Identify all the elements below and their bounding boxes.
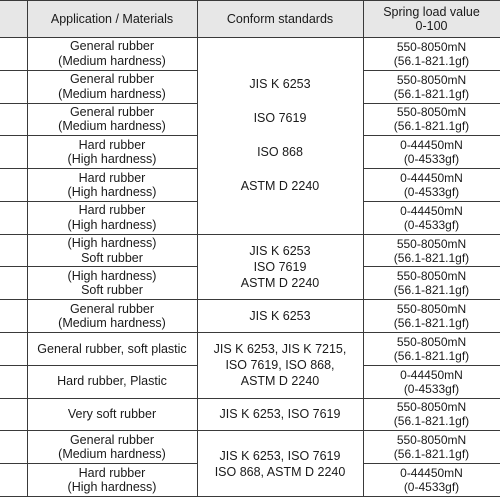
header-application: Application / Materials bbox=[27, 1, 197, 38]
spring-load-cell: 550-8050mN (56.1-821.1gf) bbox=[363, 38, 500, 71]
spring-load-cell: 550-8050mN (56.1-821.1gf) bbox=[363, 333, 500, 366]
lead-cell bbox=[0, 136, 27, 169]
header-standards: Conform standards bbox=[197, 1, 363, 38]
application-cell: Very soft rubber bbox=[27, 398, 197, 431]
standards-cell: JIS K 6253 bbox=[197, 300, 363, 333]
application-cell: Hard rubber (High hardness) bbox=[27, 201, 197, 234]
spring-load-cell: 550-8050mN (56.1-821.1gf) bbox=[363, 70, 500, 103]
application-cell: General rubber (Medium hardness) bbox=[27, 431, 197, 464]
lead-cell bbox=[0, 201, 27, 234]
application-cell: Hard rubber, Plastic bbox=[27, 365, 197, 398]
spring-load-cell: 0-44450mN (0-4533gf) bbox=[363, 201, 500, 234]
lead-cell bbox=[0, 365, 27, 398]
header-lead-cell bbox=[0, 1, 27, 38]
lead-cell bbox=[0, 464, 27, 497]
spring-load-cell: 0-44450mN (0-4533gf) bbox=[363, 136, 500, 169]
table-row bbox=[0, 333, 500, 366]
standards-cell: JIS K 6253, ISO 7619 ISO 868, ASTM D 2240 bbox=[197, 431, 363, 497]
table-row bbox=[0, 431, 500, 464]
application-cell: Hard rubber (High hardness) bbox=[27, 169, 197, 202]
standards-cell: JIS K 6253, JIS K 7215, ISO 7619, ISO 868, ASTM D 2240 bbox=[197, 333, 363, 399]
spring-load-cell: 550-8050mN (56.1-821.1gf) bbox=[363, 103, 500, 136]
application-cell: General rubber (Medium hardness) bbox=[27, 300, 197, 333]
header-row bbox=[0, 1, 500, 38]
table-row bbox=[0, 300, 500, 333]
lead-cell bbox=[0, 234, 27, 267]
spring-load-cell: 550-8050mN (56.1-821.1gf) bbox=[363, 267, 500, 300]
application-cell: General rubber, soft plastic bbox=[27, 333, 197, 366]
table-row bbox=[0, 234, 500, 267]
spring-load-cell: 550-8050mN (56.1-821.1gf) bbox=[363, 398, 500, 431]
lead-cell bbox=[0, 267, 27, 300]
lead-cell bbox=[0, 169, 27, 202]
lead-cell bbox=[0, 103, 27, 136]
lead-cell bbox=[0, 70, 27, 103]
application-cell: (High hardness) Soft rubber bbox=[27, 267, 197, 300]
lead-cell bbox=[0, 431, 27, 464]
table-row bbox=[0, 38, 500, 71]
lead-cell bbox=[0, 398, 27, 431]
application-cell: (High hardness) Soft rubber bbox=[27, 234, 197, 267]
spring-load-cell: 550-8050mN (56.1-821.1gf) bbox=[363, 300, 500, 333]
spring-load-cell: 0-44450mN (0-4533gf) bbox=[363, 464, 500, 497]
lead-cell bbox=[0, 300, 27, 333]
spring-load-cell: 550-8050mN (56.1-821.1gf) bbox=[363, 431, 500, 464]
application-cell: General rubber (Medium hardness) bbox=[27, 103, 197, 136]
application-cell: Hard rubber (High hardness) bbox=[27, 136, 197, 169]
standards-cell: JIS K 6253 ISO 7619 ASTM D 2240 bbox=[197, 234, 363, 300]
header-spring-load: Spring load value 0-100 bbox=[363, 1, 500, 38]
spring-load-cell: 0-44450mN (0-4533gf) bbox=[363, 365, 500, 398]
application-cell: General rubber (Medium hardness) bbox=[27, 38, 197, 71]
application-cell: General rubber (Medium hardness) bbox=[27, 70, 197, 103]
spring-load-cell: 0-44450mN (0-4533gf) bbox=[363, 169, 500, 202]
standards-cell: JIS K 6253, ISO 7619 bbox=[197, 398, 363, 431]
application-cell: Hard rubber (High hardness) bbox=[27, 464, 197, 497]
table-row bbox=[0, 398, 500, 431]
spring-load-cell: 550-8050mN (56.1-821.1gf) bbox=[363, 234, 500, 267]
lead-cell bbox=[0, 333, 27, 366]
standards-cell: JIS K 6253 ISO 7619 ISO 868 ASTM D 2240 bbox=[197, 38, 363, 235]
lead-cell bbox=[0, 38, 27, 71]
